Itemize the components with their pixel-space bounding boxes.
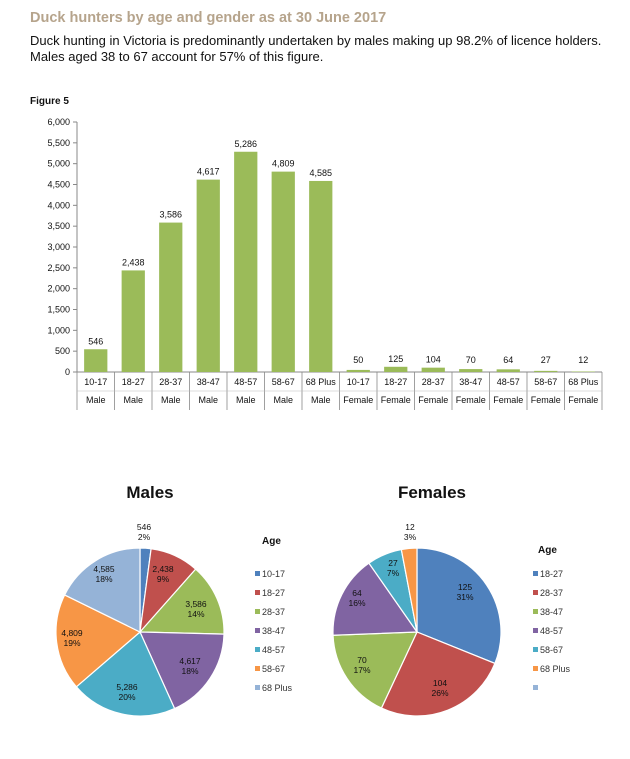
y-tick-label: 4,500 [47,179,70,190]
legend-swatch [533,647,538,652]
legend-label: 38-47 [262,626,286,636]
slice-value-label: 104 [432,678,448,688]
y-tick-label: 0 [64,367,70,377]
slice-value-label: 27 [388,558,398,568]
legend-swatch [255,609,260,614]
slice-value-label: 3,586 [185,599,207,609]
category-label: 68 Plus [305,377,336,387]
legend-swatch [533,609,538,614]
gender-label: Male [123,395,144,405]
slice-value-label: 4,585 [93,564,115,574]
category-label: 28-37 [421,377,445,387]
bar-value-label: 125 [388,353,404,364]
legend-label: 18-27 [262,588,286,598]
bar-value-label: 12 [578,355,589,365]
bar-value-label: 64 [503,355,514,365]
slice-percent-label: 3% [403,532,417,542]
gender-label: Female [455,395,486,405]
legend-label: 48-57 [540,626,564,636]
category-label: 38-47 [459,377,483,387]
pie-title: Females [397,483,467,502]
slice-percent-label: 16% [348,598,366,608]
slice-percent-label: 20% [118,692,136,702]
legend-title: Age [538,545,557,556]
gender-label: Male [160,395,181,405]
slice-value-label: 546 [136,522,152,532]
slice-value-label: 2,438 [152,564,174,574]
bar-value-label: 2,438 [121,257,145,268]
gender-label: Female [380,395,411,405]
slice-percent-label: 9% [156,574,170,584]
slice-value-label: 5,286 [116,682,138,692]
legend-swatch [255,685,260,690]
intro-paragraph: Duck hunting in Victoria is predominantly undertaken by males making up 98.2% of licence holders. Males aged 38 to 67 account for 57% of this figure. [30,33,602,64]
y-tick-label: 6,000 [47,117,70,127]
category-label: 68 Plus [568,377,599,387]
legend-label: 58-67 [540,645,564,655]
gender-label: Male [310,395,331,405]
y-tick-label: 2,000 [47,283,70,294]
legend-label: 18-27 [540,569,564,579]
legend-label: 58-67 [262,664,286,674]
category-label: 48-57 [496,377,520,387]
slice-percent-label: 31% [456,592,474,602]
slice-percent-label: 19% [63,638,81,648]
bar-value-label: 4,585 [309,167,333,178]
slice-value-label: 64 [352,588,362,598]
bar-value-label: 104 [425,354,441,365]
slice-percent-label: 17% [353,665,371,675]
gender-label: Female [418,395,449,405]
legend-label: 48-57 [262,645,286,655]
gender-label: Male [85,395,106,405]
bar-value-label: 546 [88,336,104,347]
slice-percent-label: 18% [95,574,113,584]
legend-label: 68 Plus [262,683,293,693]
slice-percent-label: 18% [181,666,199,676]
y-tick-label: 5,000 [47,158,70,169]
legend-label: 38-47 [540,607,564,617]
legend-swatch [255,628,260,633]
slice-value-label: 12 [405,522,415,532]
slice-value-label: 125 [457,582,473,592]
gender-label: Female [530,395,561,405]
category-label: 18-27 [121,377,145,387]
legend-swatch [255,666,260,671]
y-tick-label: 3,000 [47,242,70,252]
slice-percent-label: 14% [187,609,205,619]
legend-label: 28-37 [262,607,286,617]
slice-value-label: 4,617 [179,656,201,666]
category-label: 28-37 [159,377,183,387]
legend-swatch [533,628,538,633]
figure-label: Figure 5 [30,96,69,107]
gender-label: Male [273,395,294,405]
legend-swatch [255,647,260,652]
y-tick-label: 2,500 [47,262,70,273]
y-tick-label: 4,000 [47,200,70,211]
category-label: 10-17 [346,377,370,387]
legend-swatch [533,666,538,671]
gender-label: Female [493,395,524,405]
slice-percent-label: 2% [137,532,151,542]
bar-value-label: 5,286 [234,138,258,149]
slice-value-label: 70 [357,655,367,665]
y-tick-label: 1,500 [47,304,70,315]
category-label: 58-67 [534,377,558,387]
slice-value-label: 4,809 [61,628,83,638]
slice-percent-label: 7% [386,568,400,578]
legend-title: Age [262,536,281,547]
y-tick-label: 3,500 [47,221,70,232]
legend-swatch [533,590,538,595]
y-tick-label: 1,000 [47,325,70,336]
legend-swatch [533,685,538,690]
category-label: 58-67 [271,377,295,387]
legend-swatch [255,571,260,576]
pie-title: Males [126,483,174,502]
legend-swatch [255,590,260,595]
bar-value-label: 50 [353,355,364,365]
bar-value-label: 3,586 [159,209,183,220]
gender-label: Male [198,395,219,405]
gender-label: Female [568,395,599,405]
bar-value-label: 70 [465,355,476,365]
bar-value-label: 4,809 [271,158,295,169]
legend-label: 10-17 [262,569,286,579]
category-label: 38-47 [196,377,220,387]
y-tick-label: 5,500 [47,137,70,148]
gender-label: Male [235,395,256,405]
legend-swatch [533,571,538,576]
page-heading: Duck hunters by age and gender as at 30 June 2017 [30,10,387,26]
y-tick-label: 500 [54,346,70,357]
slice-percent-label: 26% [431,688,449,698]
category-label: 48-57 [234,377,258,387]
legend-label: 68 Plus [540,664,571,674]
gender-label: Female [343,395,374,405]
legend-label: 28-37 [540,588,564,598]
category-label: 18-27 [384,377,408,387]
bar-value-label: 4,617 [196,166,220,177]
bar-value-label: 27 [540,355,551,365]
category-label: 10-17 [84,377,108,387]
